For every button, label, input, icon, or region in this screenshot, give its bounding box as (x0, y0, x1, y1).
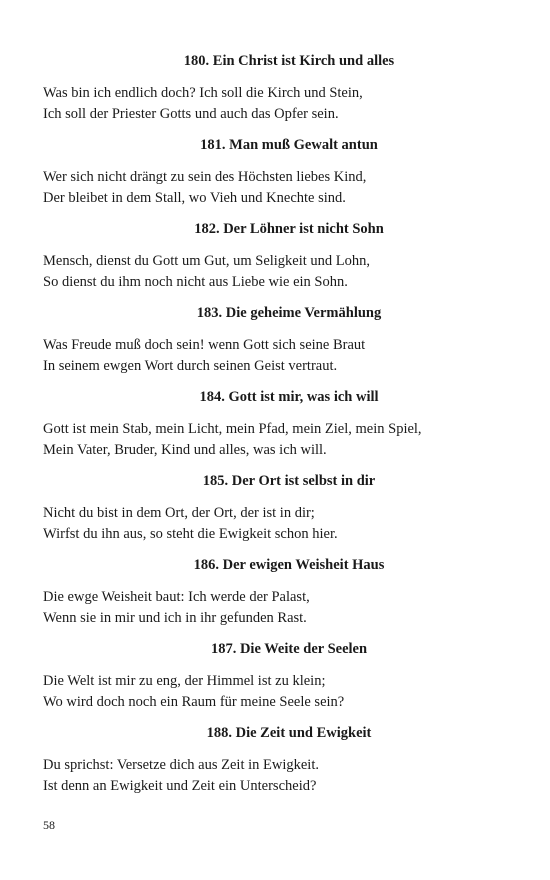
poem-lines (43, 671, 513, 713)
poem-line: Wo wird doch noch ein Raum für meine Seele sein? (43, 694, 345, 710)
poem-title: 186. Der ewigen Weisheit Haus (193, 557, 385, 573)
poem-180 (43, 52, 513, 125)
poem-line: Du sprichst: Versetze dich aus Zeit in Ewigkeit. (43, 757, 319, 773)
poem-title: 180. Ein Christ ist Kirch und alles (183, 53, 395, 69)
poem-line: Nicht du bist in dem Ort, der Ort, der ist in dir; (43, 505, 315, 521)
poem-line: Der bleibet in dem Stall, wo Vieh und Knechte sind. (43, 190, 346, 206)
poem-lines (43, 83, 513, 125)
poem-181 (43, 136, 513, 209)
poem-title: 181. Man muß Gewalt antun (200, 137, 378, 153)
poem-line: Ist denn an Ewigkeit und Zeit ein Unterscheid? (43, 778, 317, 794)
poem-183 (43, 304, 513, 377)
poem-lines (43, 251, 513, 293)
poem-title: 185. Der Ort ist selbst in dir (202, 473, 376, 489)
poem-187 (43, 640, 513, 713)
poem-line: Was Freude muß doch sein! wenn Gott sich seine Braut (43, 337, 366, 353)
page-number: 58 (43, 818, 55, 832)
poem-line: Die Welt ist mir zu eng, der Himmel ist zu klein; (43, 673, 326, 689)
poem-title: 188. Die Zeit und Ewigkeit (206, 725, 372, 741)
poem-line: Was bin ich endlich doch? Ich soll die Kirch und Stein, (43, 85, 363, 101)
poem-182 (43, 220, 513, 293)
poem-line: Die ewge Weisheit baut: Ich werde der Palast, (43, 589, 310, 605)
poem-lines (43, 419, 513, 461)
poem-line: Wirfst du ihn aus, so steht die Ewigkeit schon hier. (43, 526, 338, 542)
poem-line: Wer sich nicht drängt zu sein des Höchsten liebes Kind, (43, 169, 367, 185)
poem-lines (43, 503, 513, 545)
poem-188 (43, 724, 513, 797)
poem-line: Mein Vater, Bruder, Kind und alles, was ich will. (43, 442, 327, 458)
poem-lines (43, 335, 513, 377)
poem-184 (43, 388, 513, 461)
poem-line: In seinem ewgen Wort durch seinen Geist vertraut. (43, 358, 338, 374)
poem-title: 184. Gott ist mir, was ich will (199, 389, 379, 405)
poem-186 (43, 556, 513, 629)
poem-title: 187. Die Weite der Seelen (210, 641, 368, 657)
poem-line: Mensch, dienst du Gott um Gut, um Seligkeit und Lohn, (43, 253, 371, 269)
poem-lines (43, 587, 513, 629)
poem-lines (43, 755, 513, 797)
poem-lines (43, 167, 513, 209)
poem-line: Ich soll der Priester Gotts und auch das Opfer sein. (43, 106, 339, 122)
poem-185 (43, 472, 513, 545)
poem-title: 182. Der Löhner ist nicht Sohn (194, 221, 384, 237)
poem-line: Gott ist mein Stab, mein Licht, mein Pfad, mein Ziel, mein Spiel, (43, 421, 422, 437)
poem-line: So dienst du ihm noch nicht aus Liebe wie ein Sohn. (43, 274, 348, 290)
poem-title: 183. Die geheime Vermählung (196, 305, 382, 321)
poem-line: Wenn sie in mir und ich in ihr gefunden Rast. (43, 610, 307, 626)
